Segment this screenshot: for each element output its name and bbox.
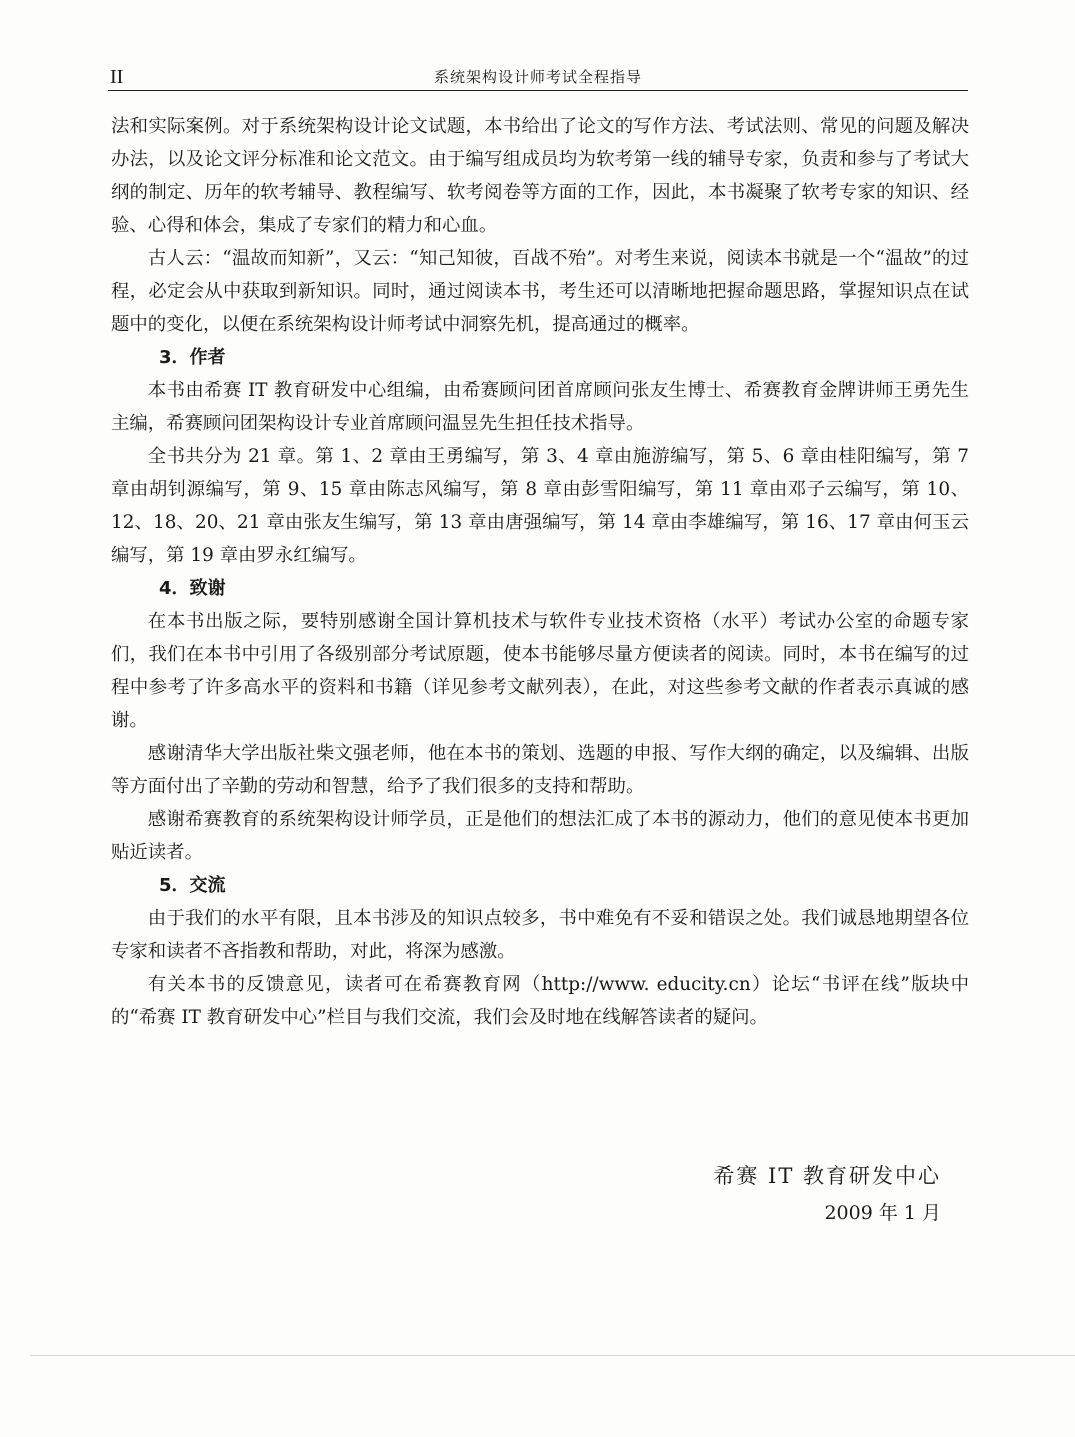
section-heading-authors: 3．作者 xyxy=(159,347,226,368)
paragraph: 感谢希赛教育的系统架构设计师学员，正是他们的想法汇成了本书的源动力，他们的意见使本书更加贴近读者。 xyxy=(111,809,969,863)
section-heading-acknowledgements: 4．致谢 xyxy=(159,578,226,599)
page-header xyxy=(108,60,968,90)
header-rule xyxy=(108,90,968,91)
scan-edge-line xyxy=(30,1355,1075,1356)
running-title: 系统架构设计师考试全程指导 xyxy=(433,68,642,86)
paragraph: 由于我们的水平有限，且本书涉及的知识点较多，书中难免有不妥和错误之处。我们诚恳地期望各位专家和读者不吝指教和帮助，对此，将深为感激。 xyxy=(111,908,969,962)
paragraph: 感谢清华大学出版社柴文强老师，他在本书的策划、选题的申报、写作大纲的确定，以及编辑、出版等方面付出了辛勤的劳动和智慧，给予了我们很多的支持和帮助。 xyxy=(111,743,969,797)
paragraph: 法和实际案例。对于系统架构设计论文试题，本书给出了论文的写作方法、考试法则、常见的问题及解决办法，以及论文评分标准和论文范文。由于编写组成员均为软考第一线的辅导专家，负责和参与了考试大纲的制定、历年的软考辅导、教程编写、软考阅卷等方面的工作，因此，本书凝聚了软考专家的知识、经验、心得和体会，集成了专家们的精力和心血。 xyxy=(111,116,969,236)
paragraph: 有关本书的反馈意见，读者可在希赛教育网（http://www. educity.cn）论坛“书评在线”版块中的“希赛 IT 教育研发中心”栏目与我们交流，我们会及时地在线解答读者的疑问。 xyxy=(111,974,969,1028)
body-text xyxy=(111,110,969,1034)
paragraph: 在本书出版之际，要特别感谢全国计算机技术与软件专业技术资格（水平）考试办公室的命题专家们，我们在本书中引用了各级别部分考试原题，使本书能够尽量方便读者的阅读。同时，本书在编写的过程中参考了许多高水平的资料和书籍（详见参考文献列表），在此，对这些参考文献的作者表示真诚的感谢。 xyxy=(111,611,969,731)
paragraph: 全书共分为 21 章。第 1、2 章由王勇编写，第 3、4 章由施游编写，第 5、6 章由桂阳编写，第 7 章由胡钊源编写，第 9、15 章由陈志风编写，第 8 章由彭雪阳编写，第 11 章由邓子云编写，第 10、12、18、20、21 章由张友生编写，第 13 章由唐强编写，第 14 章由李雄编写，第 16、17 章由何玉云编写，第 19 章由罗永红编写。 xyxy=(111,446,969,566)
page-number: II xyxy=(110,66,124,88)
signature-org: 希赛 IT 教育研发中心 xyxy=(713,1164,941,1188)
signature-block xyxy=(713,1160,941,1225)
paragraph: 本书由希赛 IT 教育研发中心组编，由希赛顾问团首席顾问张友生博士、希赛教育金牌讲师王勇先生主编，希赛顾问团架构设计专业首席顾问温昱先生担任技术指导。 xyxy=(111,380,969,434)
section-heading-communication: 5．交流 xyxy=(159,875,226,896)
paragraph: 古人云：“温故而知新”，又云：“知己知彼，百战不殆”。对考生来说，阅读本书就是一个“温故”的过程，必定会从中获取到新知识。同时，通过阅读本书，考生还可以清晰地把握命题思路，掌握知识点在试题中的变化，以便在系统架构设计师考试中洞察先机，提高通过的概率。 xyxy=(111,248,969,335)
signature-date: 2009 年 1 月 xyxy=(824,1202,941,1224)
